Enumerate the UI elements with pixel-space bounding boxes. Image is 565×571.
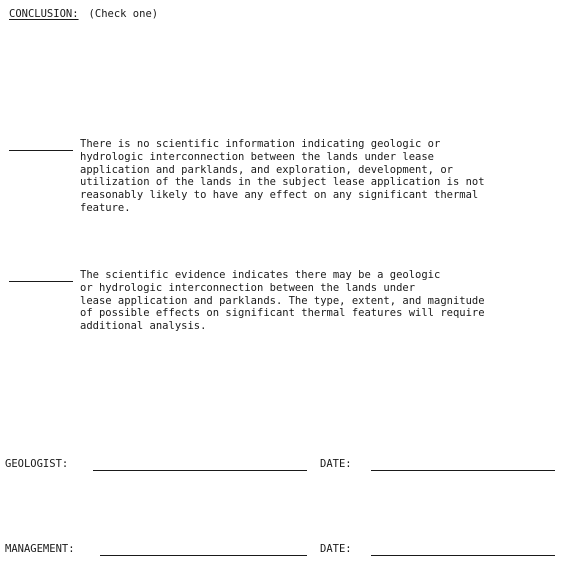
management-label: MANAGEMENT: bbox=[5, 543, 75, 555]
option-1-text: There is no scientific information indicating geologic or hydrologic interconnection between the lands under lease application and parklands, and exploration, development, or utilization of the lands in the subject lease application is not reasonably likely to have any effect on any significant thermal feature. bbox=[80, 138, 485, 214]
management-signature-line[interactable] bbox=[100, 555, 307, 556]
conclusion-heading bbox=[9, 7, 158, 21]
conclusion-label: CONCLUSION: bbox=[9, 8, 79, 20]
check-blank-option-1[interactable] bbox=[9, 150, 73, 151]
option-2-text: The scientific evidence indicates there may be a geologic or hydrologic interconnection between the lands under lease application and parklands. The type, extent, and magnitude of possible effects on significant thermal features will require additional analysis. bbox=[80, 269, 485, 333]
management-date-label: DATE: bbox=[320, 543, 352, 555]
geologist-label: GEOLOGIST: bbox=[5, 458, 69, 470]
management-signature-row bbox=[0, 542, 565, 558]
management-date-line[interactable] bbox=[371, 555, 555, 556]
geologist-date-label: DATE: bbox=[320, 458, 352, 470]
geologist-date-line[interactable] bbox=[371, 470, 555, 471]
geologist-signature-row bbox=[0, 457, 565, 473]
check-blank-option-2[interactable] bbox=[9, 281, 73, 282]
geologist-signature-line[interactable] bbox=[93, 470, 307, 471]
check-one-instruction: (Check one) bbox=[88, 8, 159, 20]
